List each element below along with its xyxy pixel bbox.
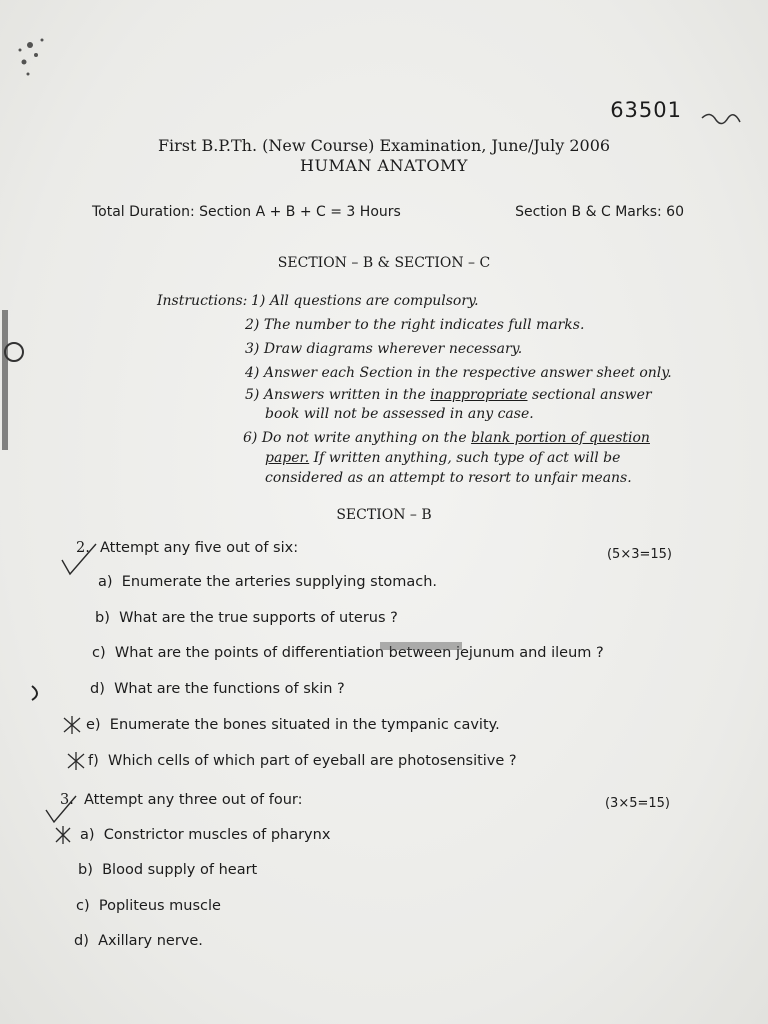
instruction-item: 2) The number to the right indicates full marks.	[245, 317, 585, 333]
question-number: 3.	[60, 792, 74, 808]
checkmark-icon	[46, 796, 76, 822]
instruction-item: 4) Answer each Section in the respective answer sheet only.	[245, 365, 672, 381]
asterisk-icon	[68, 752, 84, 770]
instructions-label: Instructions:	[157, 293, 248, 309]
question-prompt: Attempt any three out of four:	[84, 792, 303, 808]
instruction-item: 6) Do not write anything on the blank portion of question	[243, 430, 650, 446]
instruction-item-continued: paper. If written anything, such type of act will be	[265, 450, 621, 466]
section-bc-heading: SECTION – B & SECTION – C	[277, 255, 491, 271]
question-item: b) What are the true supports of uterus ?	[95, 610, 398, 626]
instruction-item-continued: book will not be assessed in any case.	[265, 406, 534, 422]
section-b-heading: SECTION – B	[336, 507, 432, 523]
question-item: d) Axillary nerve.	[74, 933, 203, 949]
instruction-item: 5) Answers written in the inappropriate sectional answer	[245, 387, 652, 403]
instruction-item-continued: considered as an attempt to resort to unfair means.	[265, 470, 632, 486]
asterisk-icon	[64, 716, 80, 734]
total-duration: Total Duration: Section A + B + C = 3 Hours	[92, 204, 401, 220]
question-item: e) Enumerate the bones situated in the tympanic cavity.	[86, 717, 500, 733]
instruction-item: 1) All questions are compulsory.	[251, 293, 479, 309]
question-item: c) Popliteus muscle	[76, 898, 221, 914]
question-item: a) Enumerate the arteries supplying stomach.	[98, 574, 438, 590]
instruction-item: 3) Draw diagrams wherever necessary.	[245, 341, 523, 357]
question-item: c) What are the points of differentiation between jejunum and ileum ?	[92, 645, 604, 661]
question-item: f) Which cells of which part of eyeball are photosensitive ?	[88, 753, 517, 769]
edge-mark	[32, 686, 37, 700]
question-item: a) Constrictor muscles of pharynx	[80, 827, 331, 843]
checkmark-icon	[62, 544, 96, 574]
question-marks: (3×5=15)	[604, 796, 670, 811]
subject-title: HUMAN ANATOMY	[300, 156, 468, 175]
scan-blot	[380, 642, 462, 650]
question-item: b) Blood supply of heart	[78, 862, 258, 878]
question-prompt: Attempt any five out of six:	[100, 540, 299, 556]
exam-title: First B.P.Th. (New Course) Examination, June/July 2006	[157, 136, 611, 155]
paper-code: 63501	[610, 98, 682, 122]
question-marks: (5×3=15)	[606, 547, 672, 562]
question-item: d) What are the functions of skin ?	[90, 681, 345, 697]
total-marks: Section B & C Marks: 60	[515, 204, 684, 220]
question-number: 2.	[76, 540, 90, 556]
scan-smudge	[19, 39, 44, 76]
scribble	[702, 114, 740, 123]
asterisk-icon	[56, 826, 70, 844]
binding-shadow	[2, 310, 8, 450]
